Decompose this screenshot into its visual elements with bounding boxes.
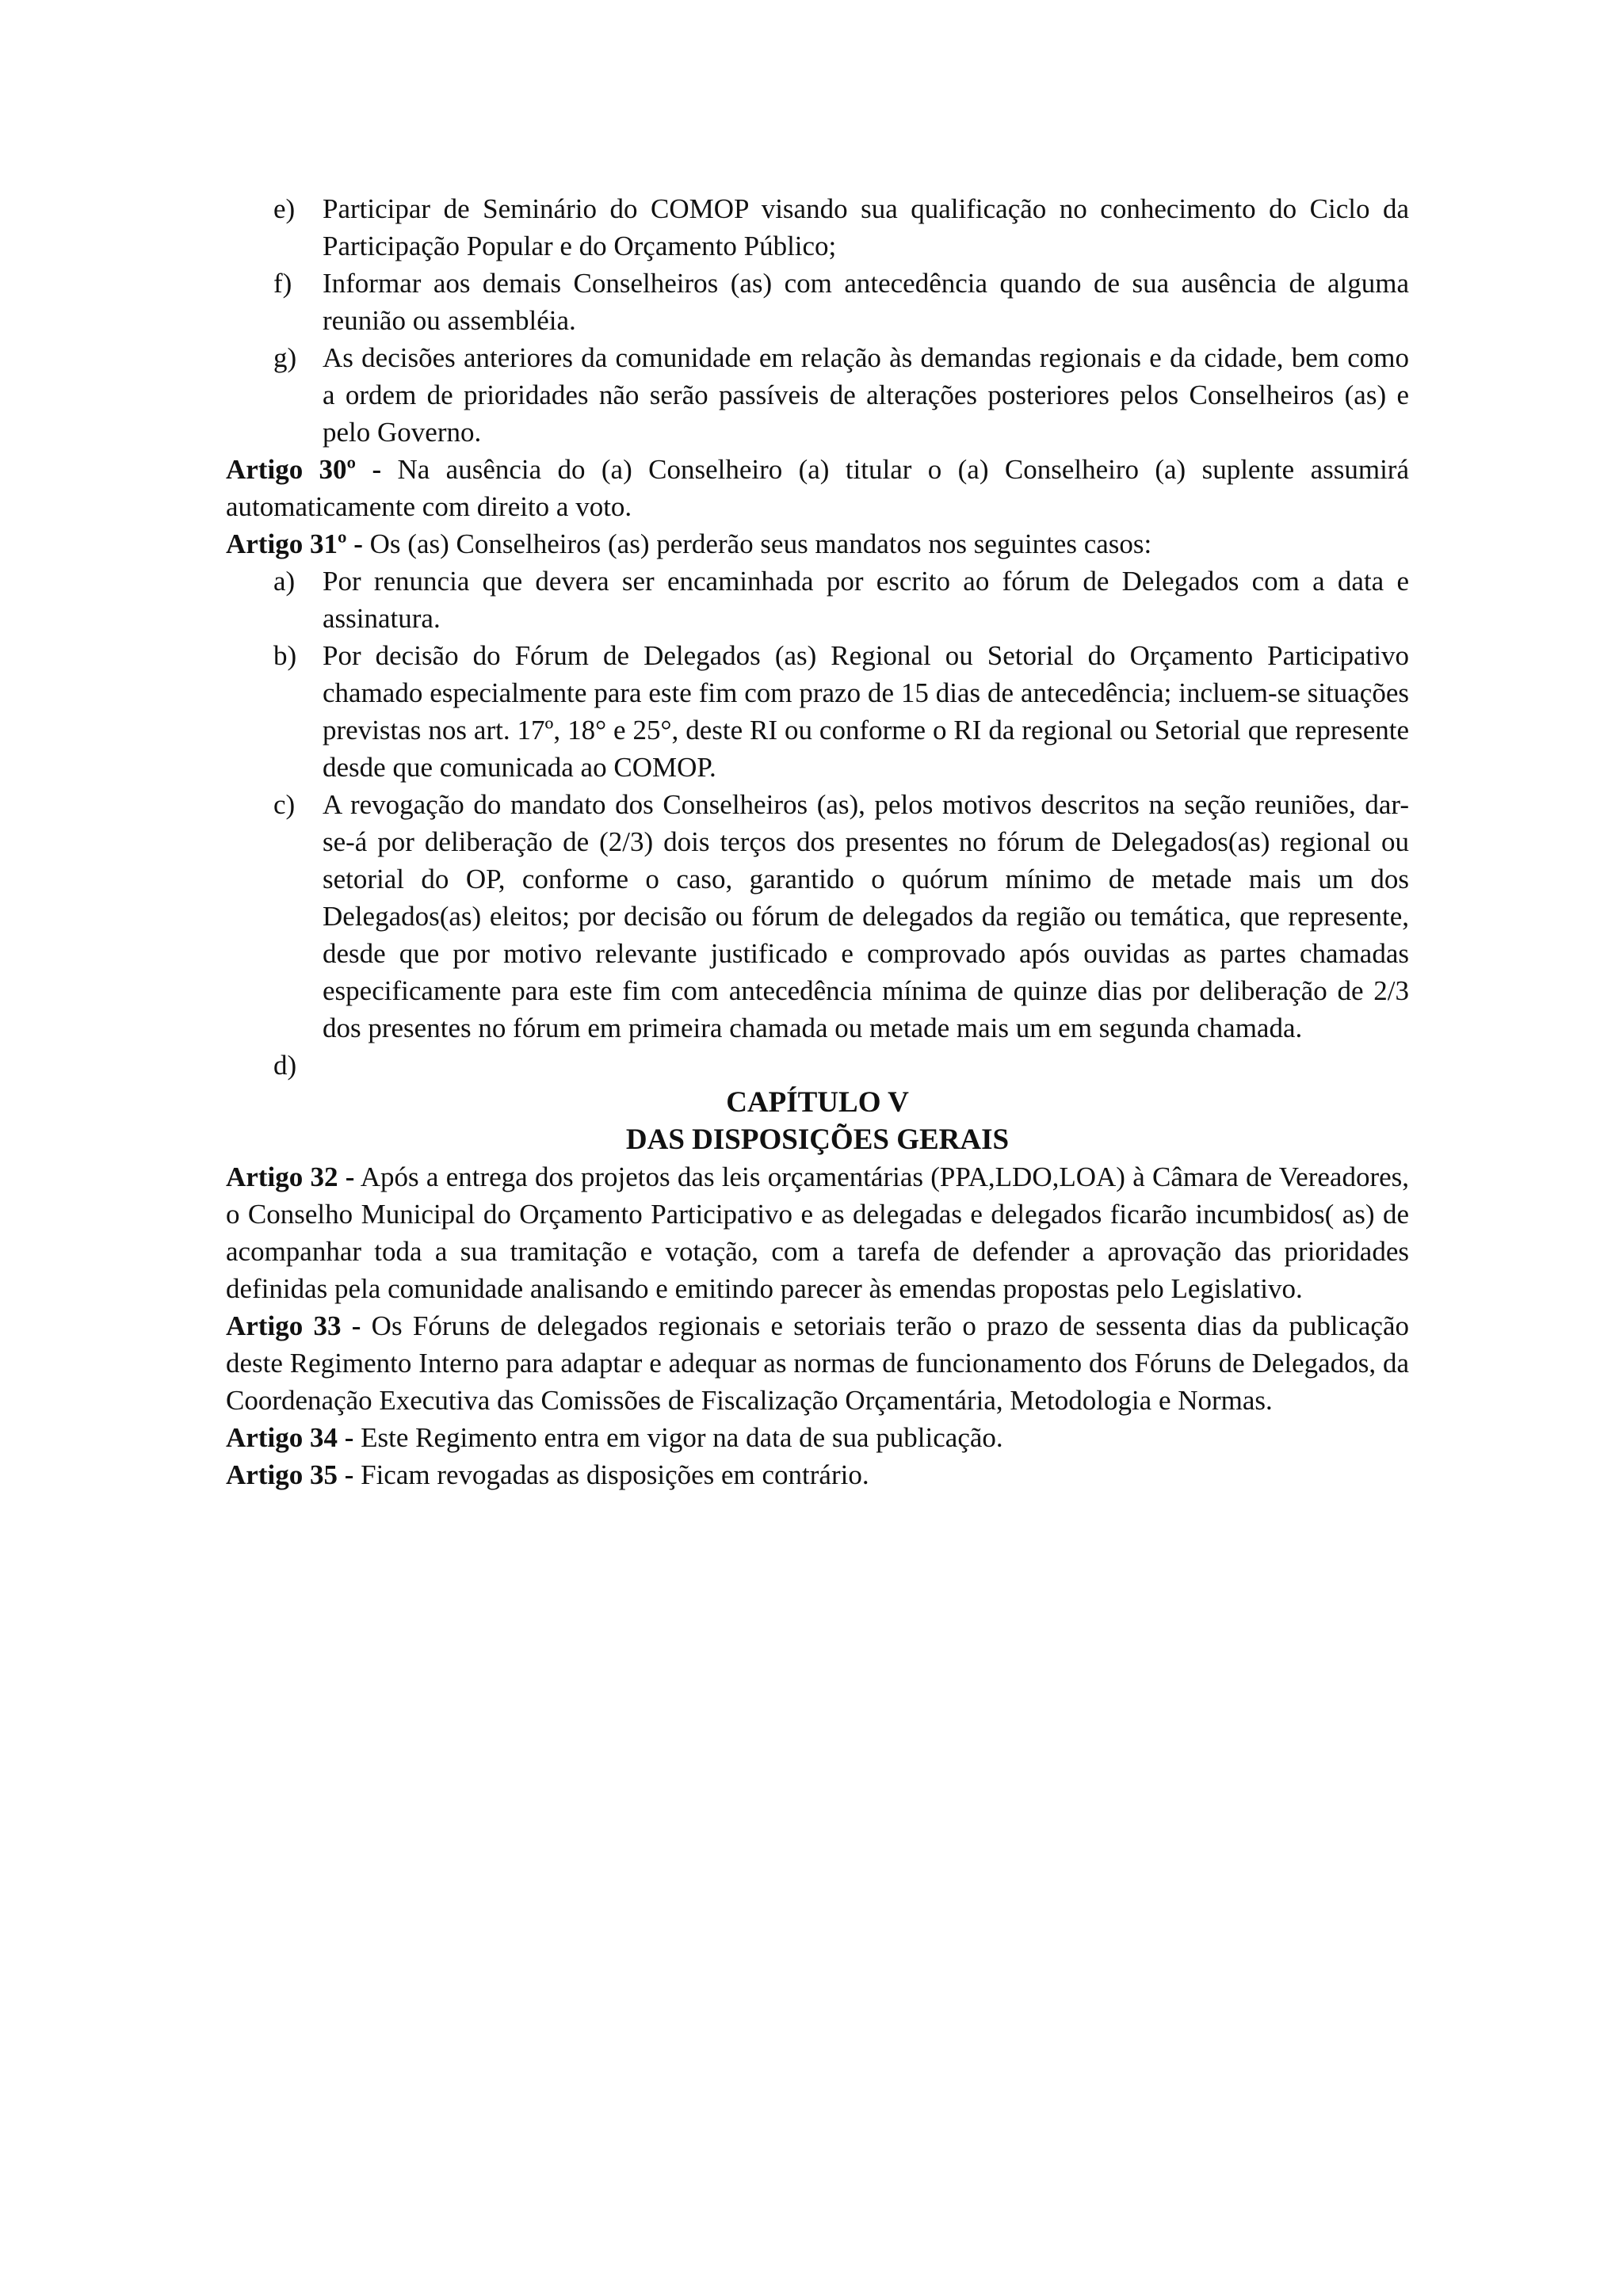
list-text: A revogação do mandato dos Conselheiros (as), pelos motivos descritos na seção reuniões, dar-se-á por deliberação de (2/3) dois terços dos presentes no fórum de Delegados(as) regional ou setorial do OP, conforme o caso, garantido o quórum mínimo de metade mais um dos Delegados(as) eleitos; por decisão ou fórum de delegados da região ou temática, que represente, desde que por motivo relevante justificado e comprovado após ouvidas as partes chamadas especificamente para este fim com antecedência mínima de quinze dias por deliberação de 2/3 dos presentes no fórum em primeira chamada ou metade mais um em segunda chamada. xyxy=(323,789,1409,1043)
list-letter: g) xyxy=(273,342,297,373)
article-label: Artigo 31º - xyxy=(226,528,363,559)
article-34 xyxy=(226,1419,1409,1456)
article-text: Ficam revogadas as disposições em contrário. xyxy=(353,1459,869,1490)
article-label: Artigo 33 - xyxy=(226,1310,361,1341)
article-label: Artigo 30º - xyxy=(226,454,382,485)
article-text: Os (as) Conselheiros (as) perderão seus mandatos nos seguintes casos: xyxy=(362,528,1152,559)
list-item-a xyxy=(226,563,1409,637)
list-text: Por renuncia que devera ser encaminhada por escrito ao fórum de Delegados com a data e assinatura. xyxy=(323,566,1409,634)
article-text: Após a entrega dos projetos das leis orçamentárias (PPA,LDO,LOA) à Câmara de Vereadores, o Conselho Municipal do Orçamento Participativo e as delegadas e delegados ficarão incumbidos( as) de acompanhar toda a sua tramitação e votação, com a tarefa de defender a aprovação das prioridades definidas pela comunidade analisando e emitindo parecer às emendas propostas pelo Legislativo. xyxy=(226,1161,1410,1304)
chapter-title: DAS DISPOSIÇÕES GERAIS xyxy=(625,1123,1010,1156)
list-item-d xyxy=(226,1047,1409,1084)
article-label: Artigo 32 - xyxy=(226,1161,355,1192)
list-text: As decisões anteriores da comunidade em relação às demandas regionais e da cidade, bem como a ordem de prioridades não serão passíveis de alterações posteriores pelos Conselheiros (as) e pelo Governo. xyxy=(323,342,1409,448)
article-32 xyxy=(226,1158,1409,1307)
list-item-g xyxy=(226,339,1409,451)
list-item-c xyxy=(226,786,1409,1047)
list-letter: f) xyxy=(273,268,292,299)
list-text xyxy=(323,1047,1409,1084)
list-text: Por decisão do Fórum de Delegados (as) Regional ou Setorial do Orçamento Participativo chamado especialmente para este fim com prazo de 15 dias de antecedência; incluem-se situações previstas nos art. 17º, 18° e 25°, deste RI ou conforme o RI da regional ou Setorial que represente desde que comunicada ao COMOP. xyxy=(323,640,1409,783)
article-33 xyxy=(226,1307,1409,1419)
list-text: Participar de Seminário do COMOP visando sua qualificação no conhecimento do Ciclo da Participação Popular e do Orçamento Público; xyxy=(323,193,1409,261)
list-letter: a) xyxy=(273,566,296,597)
article-35 xyxy=(226,1456,1409,1493)
list-item-e xyxy=(226,190,1409,265)
article-30 xyxy=(226,451,1409,525)
list-text: Informar aos demais Conselheiros (as) com antecedência quando de sua ausência de alguma reunião ou assembléia. xyxy=(323,268,1409,336)
article-label: Artigo 35 - xyxy=(226,1459,354,1490)
document-page xyxy=(226,190,1409,1493)
article-text: Na ausência do (a) Conselheiro (a) titular o (a) Conselheiro (a) suplente assumirá automaticamente com direito a voto. xyxy=(226,454,1409,522)
list-letter: c) xyxy=(273,789,296,820)
list-letter: e) xyxy=(273,193,296,224)
list-letter: b) xyxy=(273,640,297,671)
article-text: Os Fóruns de delegados regionais e setoriais terão o prazo de sessenta dias da publicação deste Regimento Interno para adaptar e adequar as normas de funcionamento dos Fóruns de Delegados, da Coordenação Executiva das Comissões de Fiscalização Orçamentária, Metodologia e Normas. xyxy=(226,1310,1409,1416)
chapter-number: CAPÍTULO V xyxy=(726,1086,909,1119)
article-label: Artigo 34 - xyxy=(226,1422,354,1453)
article-text: Este Regimento entra em vigor na data de sua publicação. xyxy=(353,1422,1003,1453)
list-item-f xyxy=(226,265,1409,339)
list-item-b xyxy=(226,637,1409,786)
article-31 xyxy=(226,525,1409,563)
list-letter: d) xyxy=(273,1050,297,1081)
